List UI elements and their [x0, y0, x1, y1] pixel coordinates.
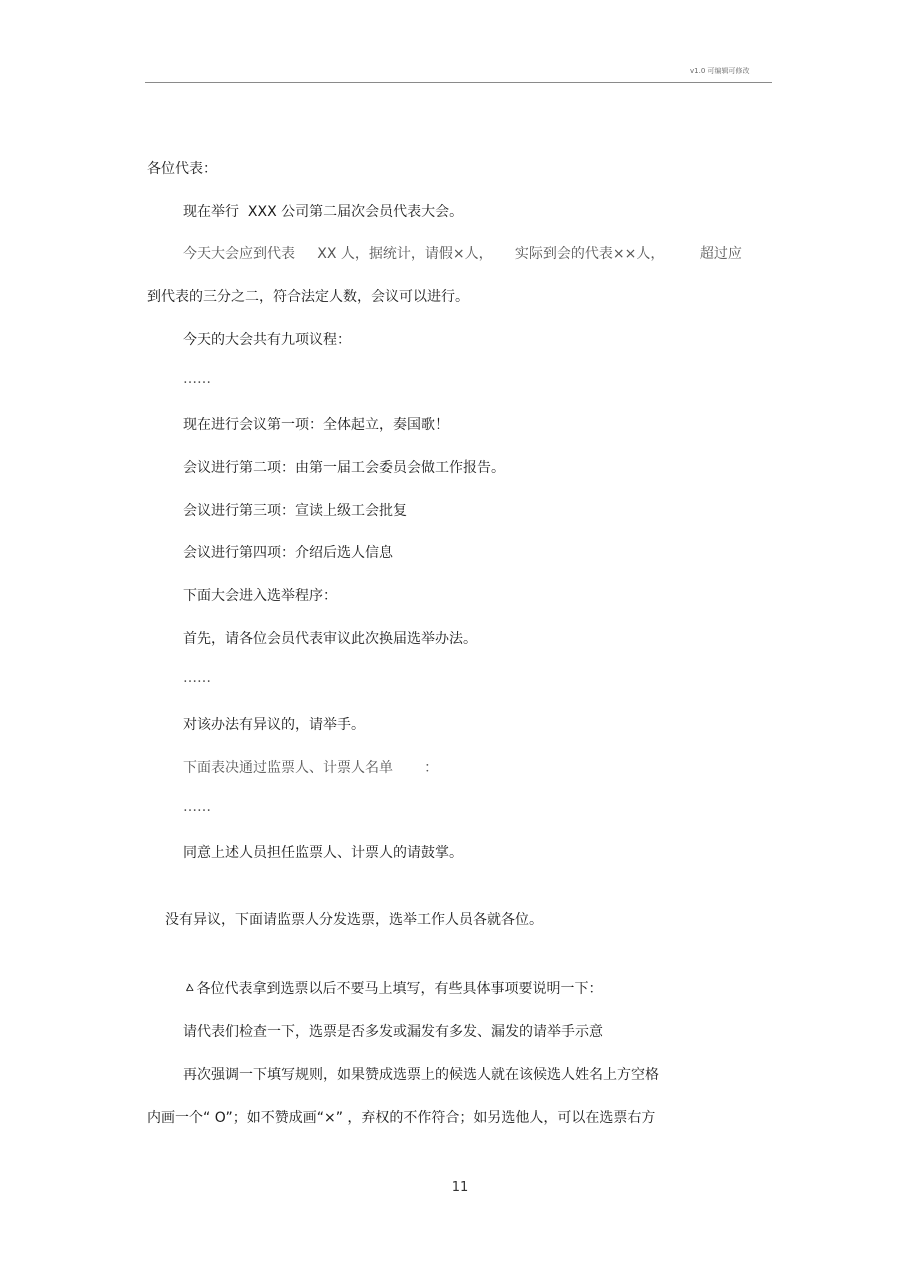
- page-number: 11: [451, 1180, 469, 1195]
- paragraph-attendance-line-2: 到代表的三分之二，符合法定人数，会议可以进行。: [147, 289, 469, 305]
- salutation: 各位代表：: [147, 161, 217, 177]
- paragraph-distribute-ballots: 没有异议，下面请监票人分发选票，选举工作人员各就各位。: [165, 912, 543, 928]
- paragraph-scrutineer-vote: 下面表决通过监票人、计票人名单 ：: [183, 760, 439, 776]
- header-rule: [145, 82, 772, 83]
- paragraph-agenda-item-2: 会议进行第二项：由第一届工会委员会做工作报告。: [183, 460, 505, 476]
- header-version-note: v1.0 可编辑可修改: [690, 67, 750, 75]
- paragraph-applause: 同意上述人员担任监票人、计票人的请鼓掌。: [183, 845, 463, 861]
- ellipsis-2: ……: [183, 670, 211, 686]
- paragraph-objection: 对该办法有异议的，请举手。: [183, 717, 365, 733]
- paragraph-ballot-notice: ㅿ各位代表拿到选票以后不要马上填写，有些具体事项要说明一下：: [183, 981, 603, 997]
- paragraph-agenda-item-1: 现在进行会议第一项：全体起立，奏国歌！: [183, 417, 449, 433]
- paragraph-attendance-line-1: 今天大会应到代表 XX 人，据统计，请假×人， 实际到会的代表××人， 超过应: [183, 246, 742, 262]
- paragraph-filling-rules-line-1: 再次强调一下填写规则，如果赞成选票上的候选人就在该候选人姓名上方空格: [183, 1067, 659, 1083]
- paragraph-filling-rules-line-2: 内画一个“ O”；如不赞成画“×” ，弃权的不作符合；如另选他人，可以在选票右方: [147, 1110, 656, 1126]
- paragraph-agenda-item-4: 会议进行第四项：介绍后选人信息: [183, 545, 393, 561]
- ellipsis-1: ……: [183, 371, 211, 387]
- paragraph-meeting-opening: 现在举行 XXX 公司第二届次会员代表大会。: [183, 204, 464, 220]
- paragraph-election-procedure: 下面大会进入选举程序：: [183, 588, 337, 604]
- paragraph-agenda-item-3: 会议进行第三项：宣读上级工会批复: [183, 503, 407, 519]
- paragraph-review-method: 首先，请各位会员代表审议此次换届选举办法。: [183, 631, 477, 647]
- ellipsis-3: ……: [183, 799, 211, 815]
- paragraph-check-ballots: 请代表们检查一下，选票是否多发或漏发有多发、漏发的请举手示意: [183, 1024, 603, 1040]
- paragraph-agenda-intro: 今天的大会共有九项议程：: [183, 332, 351, 348]
